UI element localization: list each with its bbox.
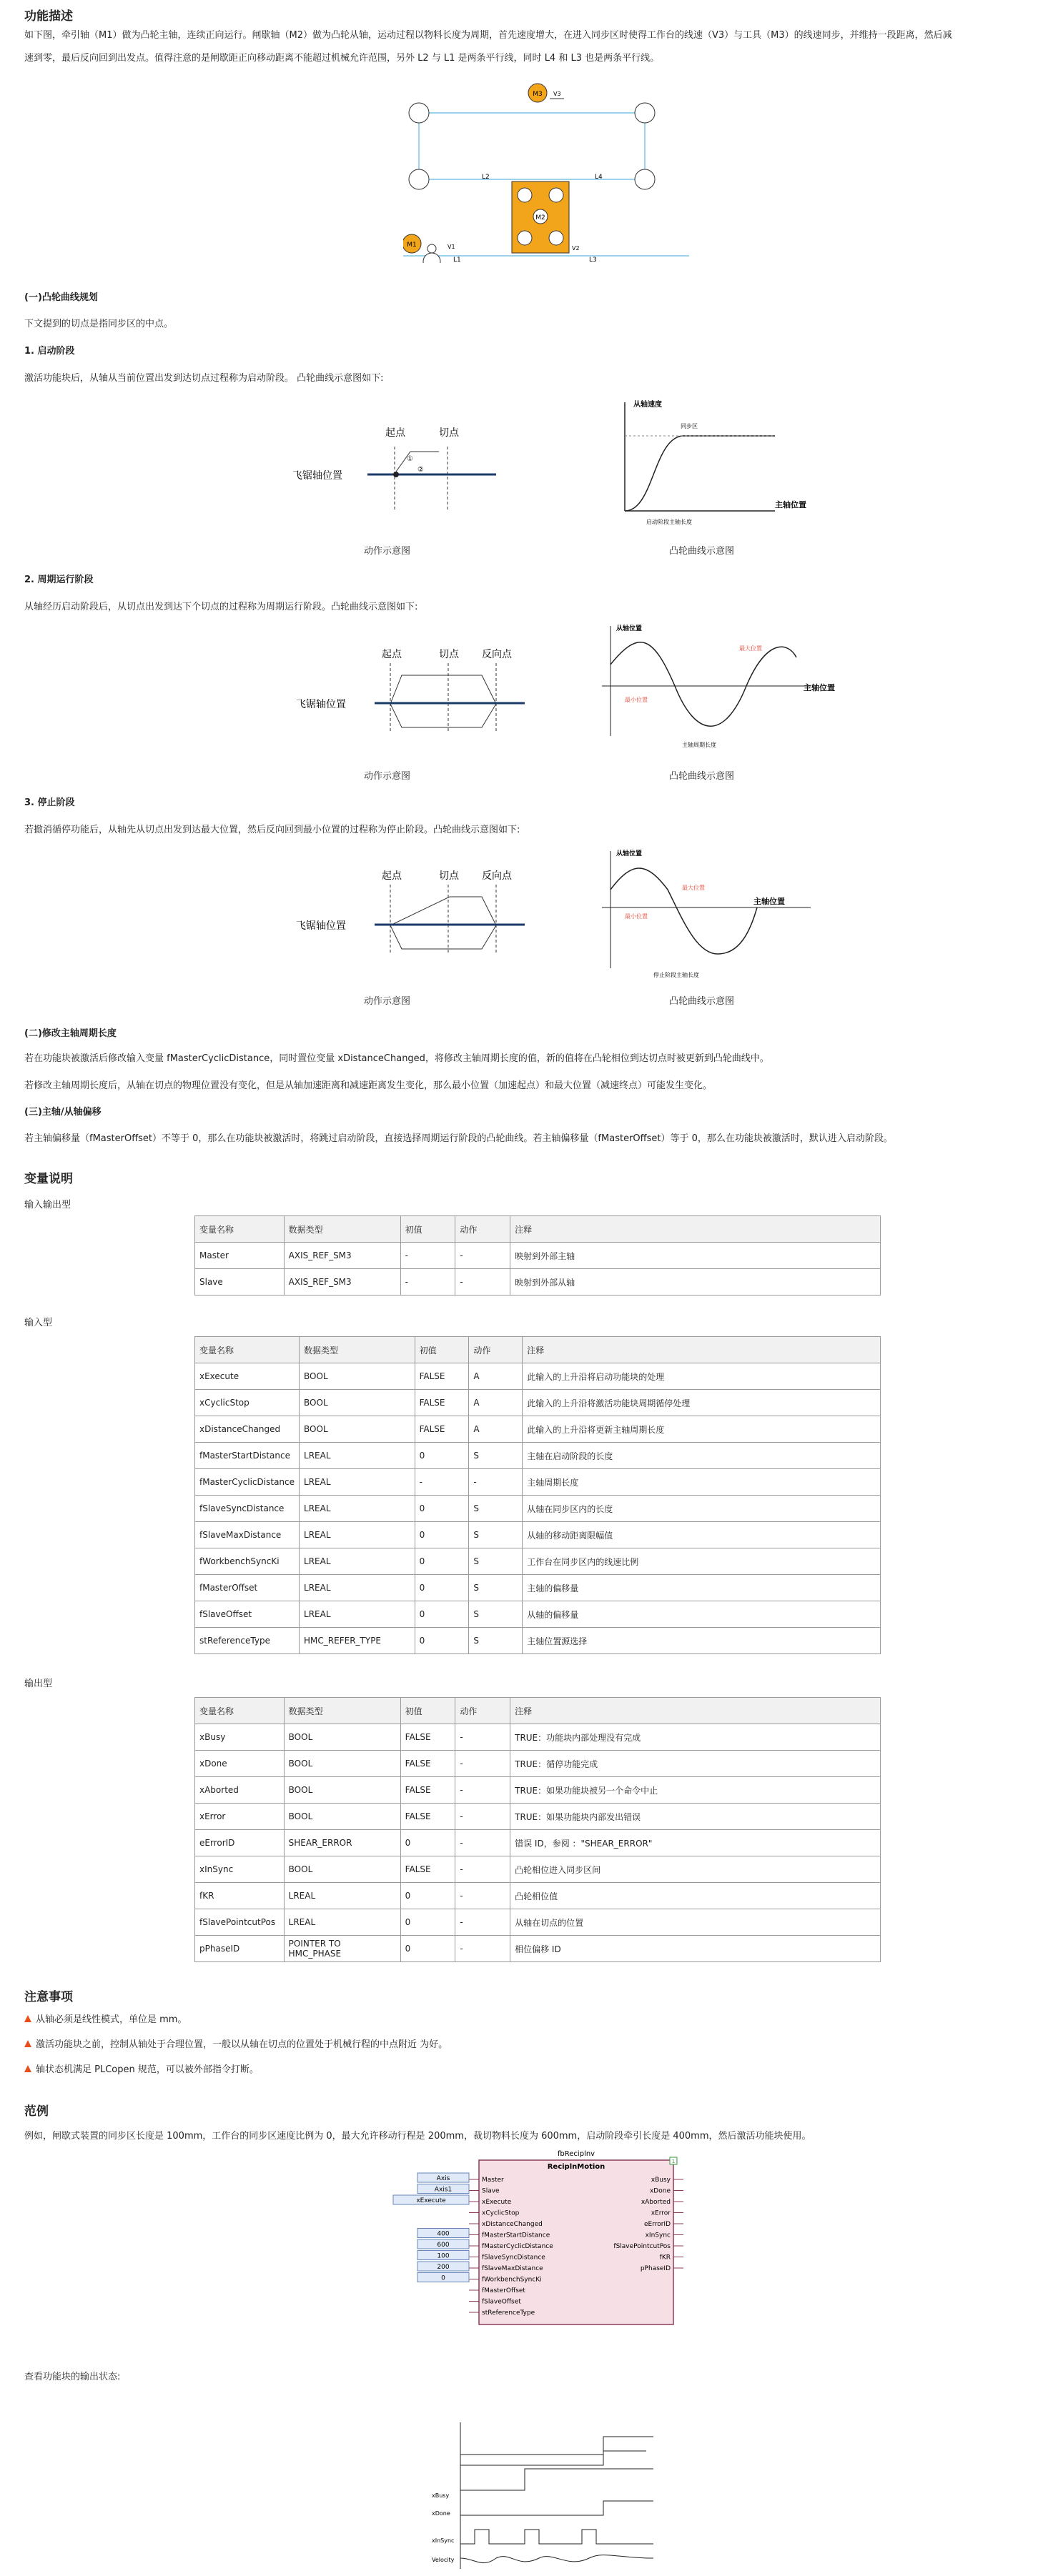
input-variables-table [194,1336,881,1654]
slave-position-label: 从轴位置 [616,850,643,857]
master-position-label: 主轴位置 [775,500,806,509]
fb-input-pin: fMasterStartDistance [482,2232,550,2239]
fb-output-pin: xInSync [645,2232,671,2239]
table-row [195,1830,881,1856]
slave-speed-label: 从轴速度 [633,401,662,409]
trace-diagram [425,2415,668,2572]
table-row [195,1522,881,1548]
table-cell: - [455,1909,510,1936]
l3-label: L3 [589,257,597,263]
fb-input-values [393,2173,469,2282]
stage2-action-caption: 动作示意图 [364,771,411,782]
table-cell: fMasterStartDistance [195,1443,300,1469]
table-cell: AXIS_REF_SM3 [284,1269,400,1296]
table-cell: fSlaveOffset [195,1601,300,1628]
stage3-action-diagram [267,865,539,979]
table-cell: BOOL [284,1751,400,1777]
table-cell: A [469,1363,523,1390]
table-cell: - [415,1469,469,1496]
table-header-cell: 动作 [455,1698,510,1724]
table-cell: fMasterOffset [195,1575,300,1601]
table-cell: 主轴的偏移量 [523,1575,881,1601]
fb-input-pin: stReferenceType [482,2309,535,2317]
table-cell: A [469,1416,523,1443]
table-cell: LREAL [300,1522,415,1548]
table-cell: BOOL [284,1856,400,1883]
table-cell: LREAL [284,1883,400,1909]
notes-title: 注意事项 [24,1990,73,2004]
table-cell: BOOL [300,1416,415,1443]
stage1-cam-diagram [596,397,832,539]
fb-input-pin: Master [482,2177,504,2184]
master-position-label: 主轴位置 [753,897,785,906]
max-position-label: 最大位置 [682,885,705,891]
m1-label: M1 [407,242,417,249]
cut-point-label: 切点 [439,427,459,439]
fb-input-pin: Slave [482,2187,500,2195]
table-row [195,1243,881,1269]
table-cell: 0 [415,1575,469,1601]
cycle-length-label: 主轴周期长度 [682,742,716,748]
table-cell: FALSE [400,1724,455,1751]
cut-point-label: 切点 [439,870,459,882]
table-cell: 0 [415,1601,469,1628]
table-header-cell: 变量名称 [195,1216,285,1243]
table-cell: 映射到外部主轴 [510,1243,881,1269]
fb-input-pin: fSlaveMaxDistance [482,2265,543,2272]
table-cell: 0 [415,1548,469,1575]
table-cell: A [469,1390,523,1416]
table-cell: BOOL [284,1724,400,1751]
stage2-cam-diagram [596,622,854,750]
status-text: 查看功能块的输出状态: [24,2372,121,2382]
start-point-label: 起点 [382,870,402,882]
table-header-cell: 数据类型 [284,1216,400,1243]
start-point-label: 起点 [382,649,402,660]
table-cell: fMasterCyclicDistance [195,1469,300,1496]
fb-output-pin: fSlavePointcutPos [613,2243,671,2250]
table-header-cell: 初值 [400,1698,455,1724]
table-cell: 凸轮相位值 [510,1883,881,1909]
table-cell: 0 [415,1628,469,1654]
stage1-action-caption: 动作示意图 [364,546,411,557]
table-header-cell: 数据类型 [300,1337,415,1363]
table-row [195,1936,881,1962]
v3-label: V3 [553,91,561,97]
fly-axis-label: 飞锯轴位置 [296,699,346,710]
table-header-row [195,1698,881,1724]
table-cell: 工作台在同步区内的线速比例 [523,1548,881,1575]
table-cell: xAborted [195,1777,285,1804]
v1-label: V1 [448,244,455,250]
note-text: 激活功能块之前，控制从轴处于合理位置，一般以从轴在切点的位置处于机械行程的中点附近 为好。 [36,2039,448,2050]
output-variables-table [194,1697,881,1962]
fly-axis-label: 飞锯轴位置 [296,920,346,932]
fb-input-value: 600 [437,2242,450,2249]
table-cell: - [455,1777,510,1804]
table-cell: SHEAR_ERROR [284,1830,400,1856]
table-cell: 此输入的上升沿将启动功能块的处理 [523,1363,881,1390]
table-cell: - [455,1883,510,1909]
variables-title: 变量说明 [24,1172,73,1186]
table-row [195,1416,881,1443]
table-cell: - [469,1469,523,1496]
table-row [195,1751,881,1777]
fb-output-pin: fKR [659,2254,671,2262]
table-cell: AXIS_REF_SM3 [284,1243,400,1269]
fb-input-value: Axis1 [434,2186,453,2194]
table-cell: LREAL [284,1909,400,1936]
fb-input-pin: fWorkbenchSyncKi [482,2276,542,2284]
reverse-point-label: 反向点 [482,649,512,660]
stage3-cam-caption: 凸轮曲线示意图 [669,996,735,1007]
table-cell: BOOL [284,1777,400,1804]
table-cell: 0 [400,1909,455,1936]
master-position-label: 主轴位置 [804,683,835,692]
fb-instance-label: fbReciplnv [557,2150,595,2158]
table-row [195,1628,881,1654]
table-header-row [195,1216,881,1243]
table-cell: - [455,1269,510,1296]
modify-text: 若在功能块被激活后修改输入变量 fMasterCyclicDistance，同时置位变量 xDistanceChanged，将修改主轴周期长度的值，新的值将在凸轮相位到达切点时被更新到凸轮曲线中。 [24,1053,769,1064]
table-cell: - [455,1830,510,1856]
stage2-action-diagram [267,643,539,757]
table-row [195,1443,881,1469]
modify-text-2: 若修改主轴周期长度后，从轴在切点的物理位置没有变化，但是从轴加速距离和减速距离发生变化，那么最小位置（加速起点）和最大位置（减速终点）可能发生变化。 [24,1080,713,1091]
table-header-cell: 变量名称 [195,1337,300,1363]
function-paragraph [24,24,1025,70]
table-cell: 0 [400,1883,455,1909]
table-cell: xDistanceChanged [195,1416,300,1443]
fb-input-pin: fMasterOffset [482,2287,525,2294]
start-length-label: 启动阶段主轴长度 [646,519,692,525]
table-cell: TRUE：功能块内部处理没有完成 [510,1724,881,1751]
m3-label: M3 [533,91,543,98]
table-cell: fSlaveMaxDistance [195,1522,300,1548]
table-cell: stReferenceType [195,1628,300,1654]
section-title-function: 功能描述 [24,9,73,24]
fb-input-pin: fSlaveOffset [482,2298,521,2306]
table-cell: S [469,1443,523,1469]
table-cell: fKR [195,1883,285,1909]
table-cell: 从轴在切点的位置 [510,1909,881,1936]
table-row [195,1496,881,1522]
table-header-cell: 数据类型 [284,1698,400,1724]
fb-input-value: 0 [441,2274,445,2282]
table-cell: TRUE：如果功能块被另一个命令中止 [510,1777,881,1804]
trace-label: Velocity [432,2557,455,2563]
note-item [24,2037,448,2050]
table-cell: 映射到外部从轴 [510,1269,881,1296]
fb-input-value: Axis [436,2175,450,2182]
table-cell: LREAL [300,1548,415,1575]
phase-marker: ② [417,466,424,474]
table-cell: TRUE：循停功能完成 [510,1751,881,1777]
table-cell: - [400,1243,455,1269]
table-cell: 从轴在同步区内的长度 [523,1496,881,1522]
table-cell: TRUE：如果功能块内部发出错误 [510,1804,881,1830]
stage1-cam-caption: 凸轮曲线示意图 [669,546,735,557]
stage3-action-caption: 动作示意图 [364,996,411,1007]
table-cell: - [455,1724,510,1751]
table-cell: xCyclicStop [195,1390,300,1416]
example-title: 范例 [24,2104,49,2119]
table-row [195,1363,881,1390]
table-cell: LREAL [300,1469,415,1496]
io-variables-table [194,1215,881,1296]
table-cell: - [455,1936,510,1962]
table-cell: fSlavePointcutPos [195,1909,285,1936]
table-row [195,1724,881,1751]
table-cell: 从轴的移动距离限幅值 [523,1522,881,1548]
input-label: 输入型 [24,1318,53,1328]
table-header-cell: 注释 [510,1698,881,1724]
m2-label: M2 [535,214,545,222]
table-row [195,1601,881,1628]
table-row [195,1390,881,1416]
function-paragraph-line2: 速到零，最后反向回到出发点。值得注意的是闸歇距正向移动距离不能超过机械允许范围，另外 L2 与 L1 是两条平行线，同时 L4 和 L3 也是两条平行线。 [24,53,660,64]
start-point-label: 起点 [385,427,405,439]
table-row [195,1909,881,1936]
roller-bl [409,169,429,189]
table-cell: S [469,1548,523,1575]
table-cell: 0 [400,1830,455,1856]
sync-length-label: 同步区 [681,423,698,429]
modify-heading: (二)修改主轴周期长度 [24,1028,117,1039]
table-cell: POINTER TO HMC_PHASE [284,1936,400,1962]
mechanism-diagram [403,77,689,263]
table-header-cell: 注释 [523,1337,881,1363]
table-cell: S [469,1628,523,1654]
table-cell: - [455,1856,510,1883]
table-cell: 相位偏移 ID [510,1936,881,1962]
table-row [195,1269,881,1296]
table-row [195,1883,881,1909]
table-cell: pPhaseID [195,1936,285,1962]
table-cell: fSlaveSyncDistance [195,1496,300,1522]
stage3-text: 若撤消循停功能后，从轴先从切点出发到达最大位置，然后反向回到最小位置的过程称为停止阶段。凸轮曲线示意图如下: [24,825,520,835]
fb-input-pin: xDistanceChanged [482,2221,543,2228]
fb-input-value: xExecute [416,2197,446,2204]
table-cell: 主轴在启动阶段的长度 [523,1443,881,1469]
reverse-point-label: 反向点 [482,870,512,882]
table-cell: FALSE [415,1416,469,1443]
min-position-label: 最小位置 [625,913,648,920]
offset-text: 若主轴偏移量（fMasterOffset）不等于 0，那么在功能块被激活时，将跳过启动阶段，直接选择周期运行阶段的凸轮曲线。若主轴偏移量（fMasterOffset）等于 0，那么在功能块被激活时，默认进入启动阶段。 [24,1133,893,1144]
offset-heading: (三)主轴/从轴偏移 [24,1107,102,1118]
table-cell: S [469,1575,523,1601]
table-cell: 错误 ID，参阅 ："SHEAR_ERROR" [510,1830,881,1856]
table-cell: - [455,1804,510,1830]
roller-tr [635,103,655,123]
table-cell: xDone [195,1751,285,1777]
table-cell: 主轴周期长度 [523,1469,881,1496]
trace-label: xBusy [432,2492,450,2499]
table-cell: 从轴的偏移量 [523,1601,881,1628]
fb-input-value: 400 [437,2230,450,2238]
slave-position-label: 从轴位置 [616,625,643,632]
io-label: 输入输出型 [24,1200,71,1210]
table-cell: FALSE [400,1777,455,1804]
table-cell: 0 [415,1522,469,1548]
note-text: 从轴必须是线性模式，单位是 mm。 [36,2014,187,2025]
bullet-icon [24,2015,31,2022]
table-cell: eErrorID [195,1830,285,1856]
table-cell: FALSE [400,1804,455,1830]
table-cell: S [469,1601,523,1628]
v2-label: V2 [572,245,580,252]
l2-label: L2 [482,174,490,181]
table-cell: - [400,1269,455,1296]
stage2-text: 从轴经历启动阶段后，从切点出发到达下个切点的过程称为周期运行阶段。凸轮曲线示意图如下: [24,602,418,612]
table-cell: 此输入的上升沿将激活功能块周期循停处理 [523,1390,881,1416]
fb-output-pin: xError [651,2209,671,2217]
fb-input-value: 200 [437,2264,450,2271]
table-cell: 此输入的上升沿将更新主轴周期长度 [523,1416,881,1443]
l4-label: L4 [595,174,603,181]
table-row [195,1777,881,1804]
min-position-label: 最小位置 [625,697,648,703]
fb-output-pin: xBusy [651,2177,671,2184]
max-position-label: 最大位置 [739,645,762,652]
table-header-cell: 变量名称 [195,1698,285,1724]
table-header-row [195,1337,881,1363]
fb-input-pin: xCyclicStop [482,2209,520,2217]
fb-input-value: 100 [437,2252,450,2260]
fb-output-pin: pPhaseID [640,2265,671,2272]
fb-type-label: ReciplnMotion [547,2163,605,2171]
table-cell: FALSE [415,1390,469,1416]
table-row [195,1548,881,1575]
fb-badge-label: 1 [671,2159,676,2164]
table-cell: BOOL [300,1390,415,1416]
table-cell: xInSync [195,1856,285,1883]
bullet-icon [24,2040,31,2047]
fb-input-pin: xExecute [482,2199,512,2206]
note-item [24,2062,259,2075]
table-cell: xError [195,1804,285,1830]
note-item [24,2011,187,2025]
table-cell: LREAL [300,1601,415,1628]
stage3-title: 3. 停止阶段 [24,797,75,808]
table-cell: Master [195,1243,285,1269]
cam-heading: (一)凸轮曲线规划 [24,292,98,303]
table-cell: - [455,1243,510,1269]
fb-input-pin: fSlaveSyncDistance [482,2254,545,2262]
roller-br [635,169,655,189]
table-cell: LREAL [300,1496,415,1522]
table-cell: S [469,1496,523,1522]
stage1-action-diagram [267,414,510,557]
stage3-cam-diagram [596,847,854,983]
table-cell: 凸轮相位进入同步区间 [510,1856,881,1883]
table-cell: S [469,1522,523,1548]
fb-output-pin: xDone [649,2187,671,2195]
table-cell: BOOL [284,1804,400,1830]
fb-input-pin: fMasterCyclicDistance [482,2243,553,2250]
fb-output-pin: xAborted [641,2199,671,2206]
table-header-cell: 初值 [400,1216,455,1243]
fly-axis-label: 飞锯轴位置 [292,470,342,482]
table-row [195,1575,881,1601]
stage2-title: 2. 周期运行阶段 [24,575,94,585]
table-header-cell: 动作 [469,1337,523,1363]
function-paragraph-line1: 如下图，牵引轴（M1）做为凸轮主轴，连续正向运行。闸歇轴（M2）做为凸轮从轴，运动过程以物料长度为周期，首先速度增大，在进入同步区时使得工作台的线速（V3）与工具（M3）的线速同步，并维持一段距离，然后减 [24,30,952,41]
table-cell: 主轴位置源选择 [523,1628,881,1654]
table-cell: HMC_REFER_TYPE [300,1628,415,1654]
l1-label: L1 [453,257,461,263]
fb-output-pin: eErrorID [643,2221,671,2228]
output-label: 输出型 [24,1679,53,1689]
table-row [195,1856,881,1883]
stage1-text: 激活功能块后，从轴从当前位置出发到达切点过程称为启动阶段。 凸轮曲线示意图如下: [24,373,384,384]
table-cell: FALSE [415,1363,469,1390]
table-cell: 0 [400,1936,455,1962]
table-cell: FALSE [400,1751,455,1777]
table-header-cell: 动作 [455,1216,510,1243]
cut-point-label: 切点 [439,649,459,660]
table-cell: FALSE [400,1856,455,1883]
stage1-title: 1. 启动阶段 [24,346,75,357]
stage2-cam-caption: 凸轮曲线示意图 [669,771,735,782]
table-cell: fWorkbenchSyncKi [195,1548,300,1575]
table-cell: Slave [195,1269,285,1296]
table-header-cell: 注释 [510,1216,881,1243]
table-row [195,1469,881,1496]
stop-length-label: 停止阶段主轴长度 [653,972,699,978]
phase-marker: ① [407,455,413,463]
table-cell: BOOL [300,1363,415,1390]
table-cell: 0 [415,1443,469,1469]
feed-roller-upper [427,244,436,253]
table-cell: LREAL [300,1443,415,1469]
table-cell: - [455,1751,510,1777]
trace-label: xDone [432,2510,450,2517]
table-cell: xBusy [195,1724,285,1751]
bullet-icon [24,2065,31,2072]
feed-roller-lower [423,253,440,263]
table-cell: LREAL [300,1575,415,1601]
roller-tl [409,103,429,123]
table-cell: xExecute [195,1363,300,1390]
table-row [195,1804,881,1830]
table-header-cell: 初值 [415,1337,469,1363]
example-text: 例如，闸歇式装置的同步区长度是 100mm，工作台的同步区速度比例为 0，最大允许移动行程是 200mm，裁切物料长度为 600mm，启动阶段牵引长度是 400mm，然后激活功能块使用。 [24,2131,811,2142]
function-block-diagram [389,2147,703,2333]
table-cell: 0 [415,1496,469,1522]
note-text: 轴状态机满足 PLCopen 规范，可以被外部指令打断。 [36,2064,259,2075]
trace-label: xInSync [432,2537,455,2544]
cam-intro: 下文提到的切点是指同步区的中点。 [24,319,174,329]
